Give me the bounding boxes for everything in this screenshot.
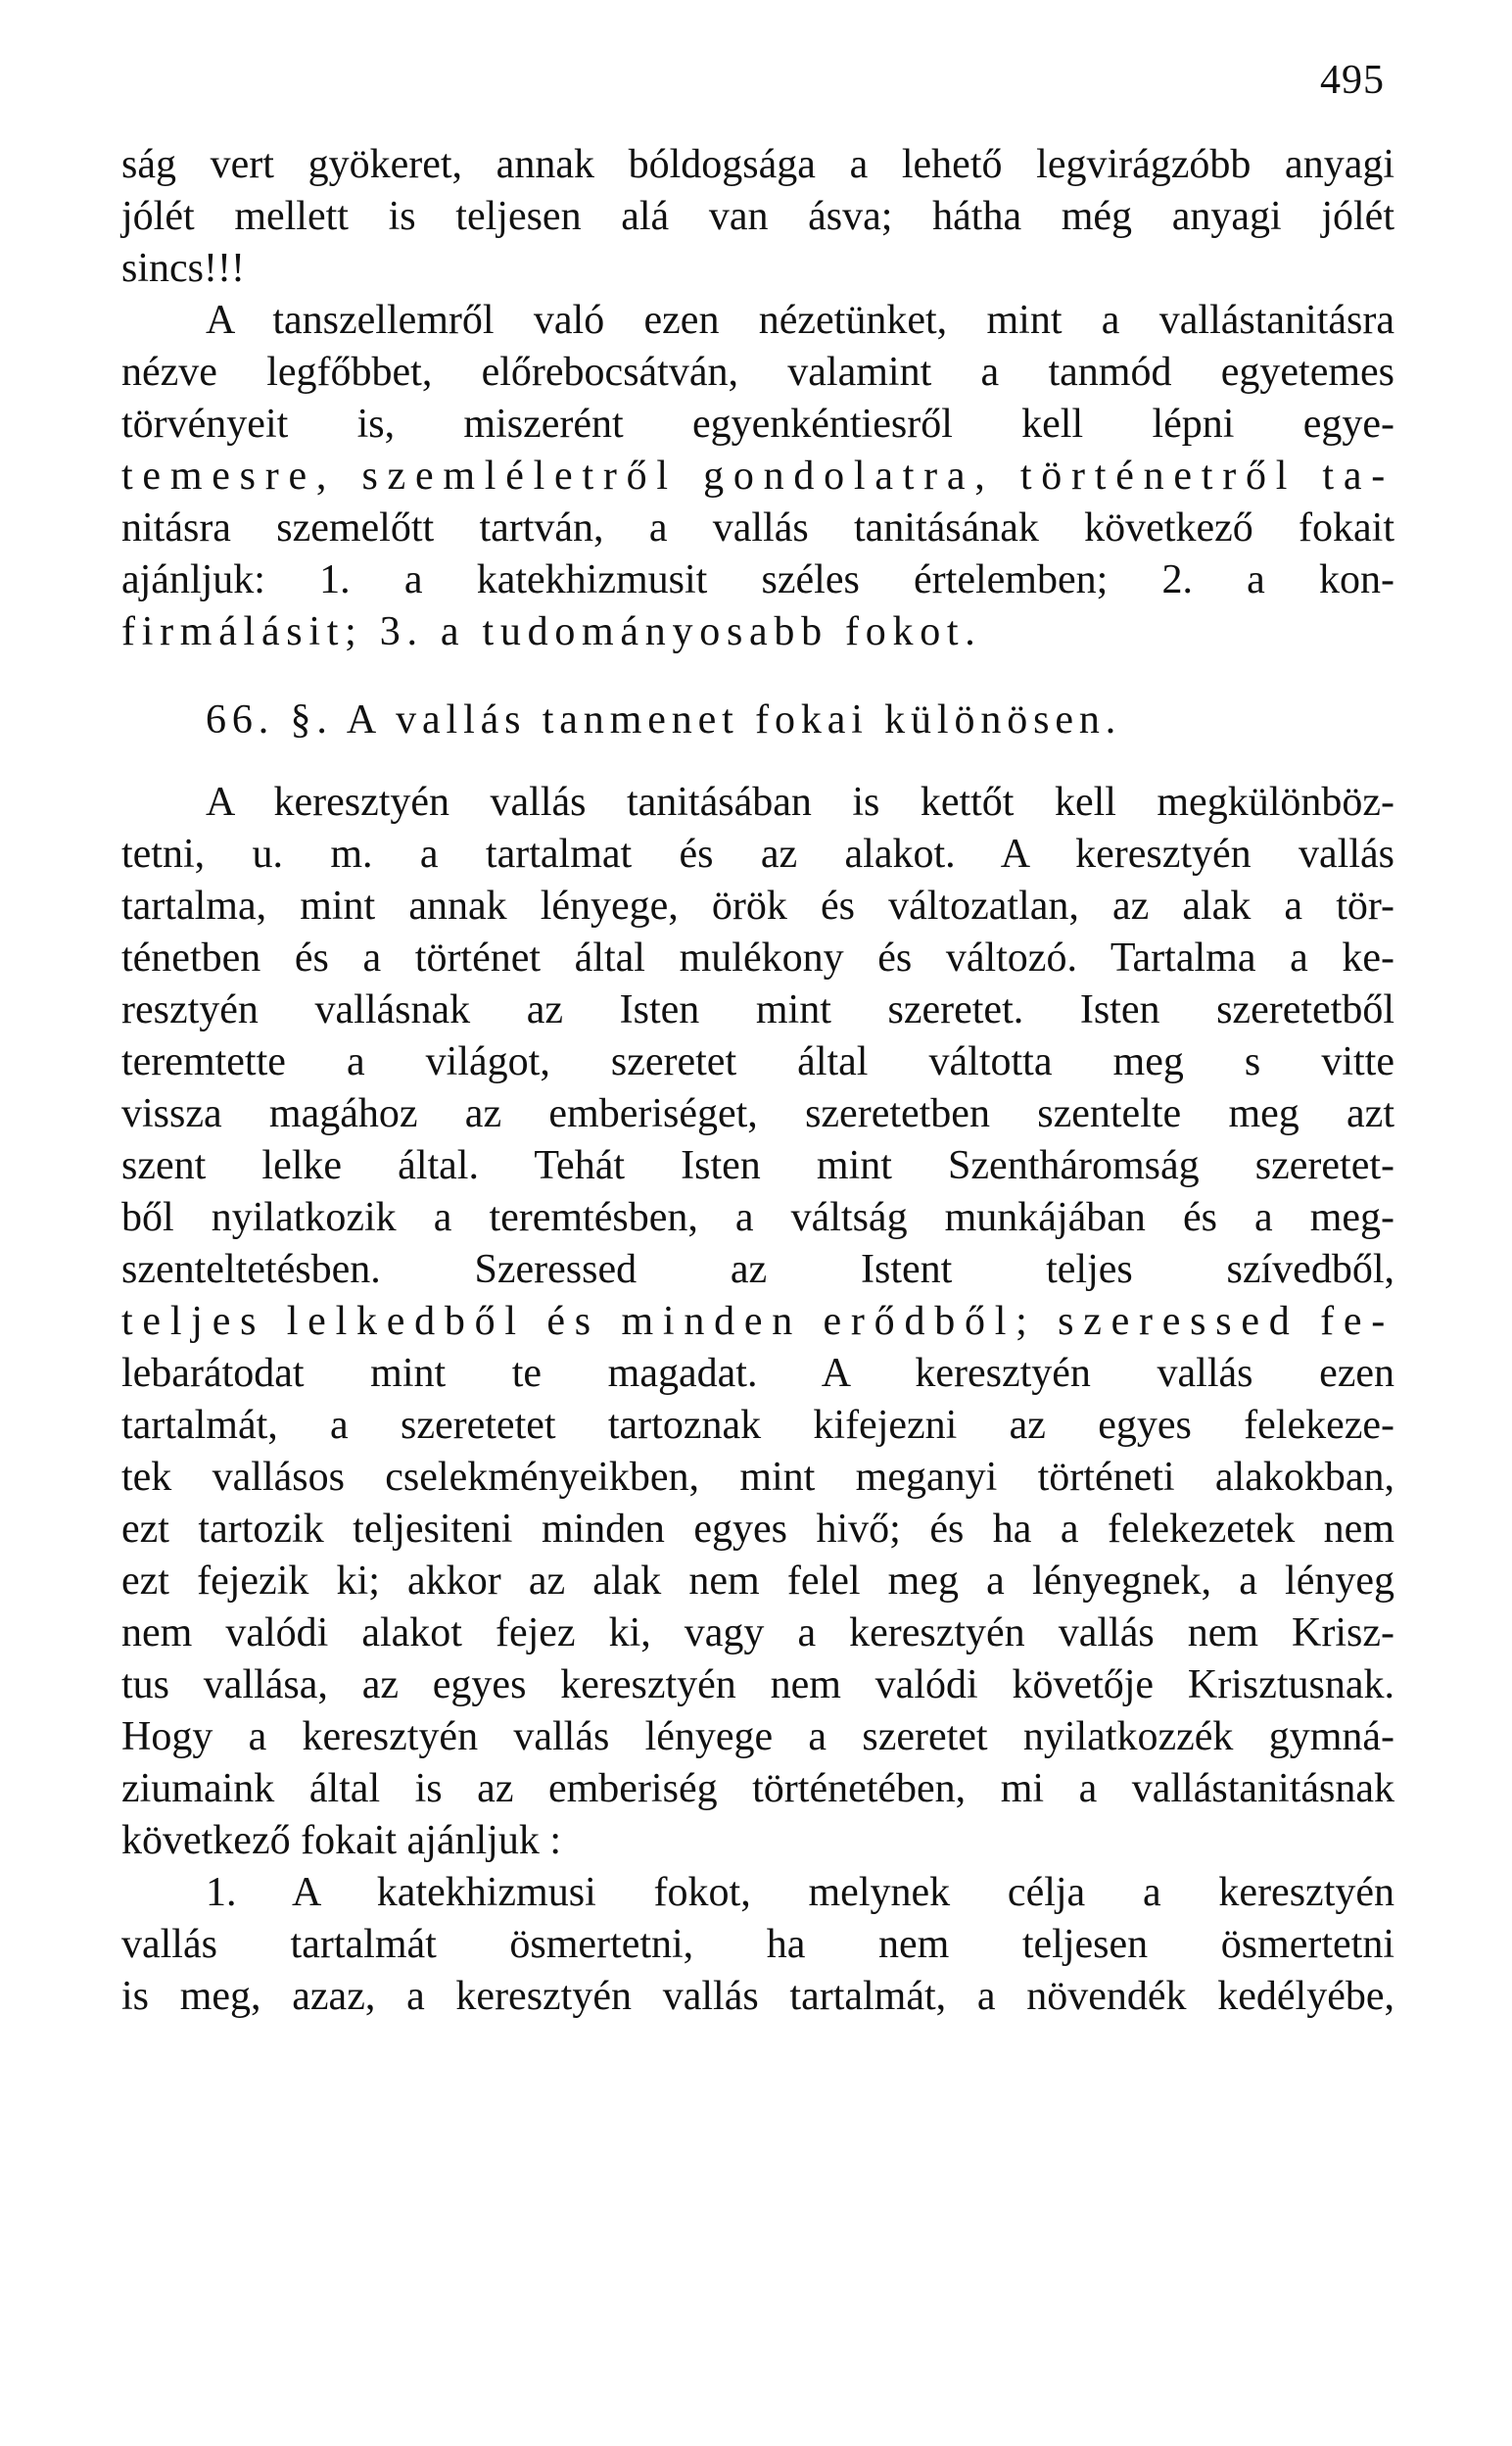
text-line: ből nyilatkozik a teremtésben, a váltság munkájában és a meg- [121,1195,1394,1240]
text-line: tek vallásos cselekményeikben, mint meganyi történeti alakokban, [121,1455,1394,1500]
text-line: szent lelke által. Tehát Isten mint Szentháromság szeretet- [121,1143,1394,1188]
text-line: ajánljuk: 1. a katekhizmusit széles értelemben; 2. a kon- [121,557,1394,602]
text-line: következő fokait ajánljuk : [121,1818,562,1863]
text-line: ziumaink által is az emberiség történetében, mi a vallástanitásnak [121,1766,1394,1811]
page-number: 495 [1320,58,1385,103]
text-line: resztyén vallásnak az Isten mint szeretet. Isten szeretetből [121,987,1394,1032]
text-line: 1. A katekhizmusi fokot, melynek célja a keresztyén [206,1870,1394,1915]
text-line: nézve legfőbbet, előrebocsátván, valamint a tanmód egyetemes [121,350,1394,395]
text-line: firmálásit; 3. a tudományosabb fokot. [121,609,982,654]
text-line: törvényeit is, miszerént egyenkéntiesről kell lépni egye- [121,402,1394,447]
text-line: ezt fejezik ki; akkor az alak nem felel meg a lényegnek, a lényeg [121,1559,1394,1604]
text-line: ezt tartozik teljesiteni minden egyes hivő; és ha a felekezetek nem [121,1507,1394,1552]
text-line: tartalmát, a szeretetet tartoznak kifejezni az egyes felekeze- [121,1403,1394,1448]
text-line: tus vallása, az egyes keresztyén nem valódi követője Krisztusnak. [121,1662,1394,1707]
text-line: sincs!!! [121,246,245,291]
text-line: nem valódi alakot fejez ki, vagy a keresztyén vallás nem Krisz- [121,1610,1394,1655]
text-line: lebarátodat mint te magadat. A keresztyén vallás ezen [121,1351,1394,1396]
text-line: ténetben és a történet által mulékony és változó. Tartalma a ke- [121,935,1394,981]
text-line: A keresztyén vallás tanitásában is kettőt kell megkülönböz- [206,780,1394,825]
text-line: nitásra szemelőtt tartván, a vallás tanitásának következő fokait [121,505,1394,551]
text-line: szenteltetésben. Szeressed az Istent teljes szívedből, [121,1247,1394,1292]
text-line: vissza magához az emberiséget, szeretetben szentelte meg azt [121,1091,1394,1136]
text-line: jólét mellett is teljesen alá van ásva; hátha még anyagi jólét [121,194,1394,239]
section-heading: 66. §. A vallás tanmenet fokai különösen. [206,697,1122,743]
text-line: teljes lelkedből és minden erődből; szeressed fe- [121,1299,1394,1344]
text-line: A tanszellemről való ezen nézetünket, mint a vallástanitásra [206,298,1394,343]
text-line: tartalma, mint annak lényege, örök és változatlan, az alak a tör- [121,884,1394,929]
text-line: vallás tartalmát ösmertetni, ha nem teljesen ösmertetni [121,1922,1394,1967]
text-line: ság vert gyökeret, annak bóldogsága a lehető legvirágzóbb anyagi [121,142,1394,187]
text-line: tetni, u. m. a tartalmat és az alakot. A keresztyén vallás [121,832,1394,877]
text-line: temesre, szemléletről gondolatra, történetről ta- [121,454,1394,499]
text-line: teremtette a világot, szeretet által váltotta meg s vitte [121,1039,1394,1084]
text-line: is meg, azaz, a keresztyén vallás tartalmát, a növendék kedélyébe, [121,1974,1394,2019]
text-line: Hogy a keresztyén vallás lényege a szeretet nyilatkozzék gymná- [121,1714,1394,1759]
